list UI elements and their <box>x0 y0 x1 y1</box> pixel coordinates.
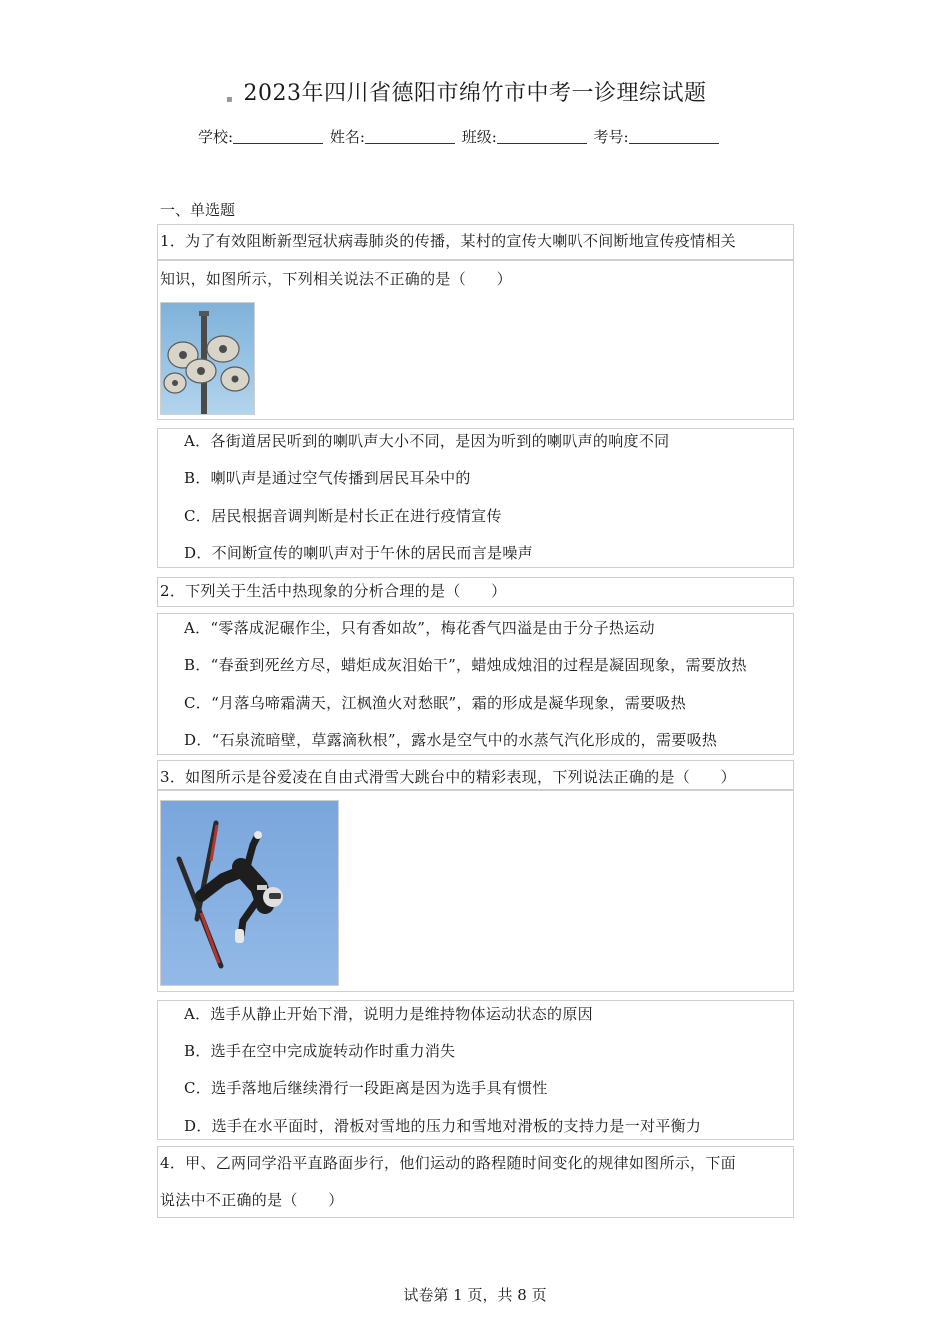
question-2-option-c[interactable]: C．“月落乌啼霜满天，江枫渔火对愁眠”，霜的形成是凝华现象，需要吸热 <box>184 694 687 712</box>
page-title: 2023年四川省德阳市绵竹市中考一诊理综试题 <box>243 81 707 106</box>
question-3-option-d[interactable]: D．选手在水平面时，滑板对雪地的压力和雪地对滑板的支持力是一对平衡力 <box>184 1117 702 1135</box>
question-1-line-1: 1．为了有效阻断新型冠状病毒肺炎的传播，某村的宣传大喇叭不间断地宣传疫情相关 <box>160 232 736 250</box>
question-3-line-1: 3．如图所示是谷爱凌在自由式滑雪大跳台中的精彩表现，下列说法正确的是（ ） <box>160 768 736 786</box>
question-2-line-1: 2．下列关于生活中热现象的分析合理的是（ ） <box>160 582 507 600</box>
exam-number-blank[interactable] <box>629 129 719 144</box>
name-label: 姓名: <box>329 128 365 146</box>
school-blank[interactable] <box>233 129 323 144</box>
name-blank[interactable] <box>365 129 455 144</box>
question-3-option-c[interactable]: C．选手落地后继续滑行一段距离是因为选手具有惯性 <box>184 1079 548 1097</box>
question-2-option-d[interactable]: D．“石泉流暗壁，草露滴秋根”，露水是空气中的水蒸气汽化形成的，需要吸热 <box>184 731 718 749</box>
question-4-line-1: 4．甲、乙两同学沿平直路面步行，他们运动的路程随时间变化的规律如图所示，下面 <box>160 1154 736 1172</box>
class-blank[interactable] <box>497 129 587 144</box>
class-label: 班级: <box>461 128 497 146</box>
school-label: 学校: <box>198 128 234 146</box>
question-2-option-a[interactable]: A．“零落成泥碾作尘，只有香如故”，梅花香气四溢是由于分子热运动 <box>184 619 655 637</box>
question-1-option-b[interactable]: B．喇叭声是通过空气传播到居民耳朵中的 <box>184 469 471 487</box>
page-footer: 试卷第 1 页，共 8 页 <box>403 1286 547 1304</box>
exam-number-label: 考号: <box>593 128 629 146</box>
margin-mark: ▪ <box>226 94 233 105</box>
question-1-option-a[interactable]: A．各街道居民听到的喇叭声大小不同，是因为听到的喇叭声的响度不同 <box>184 432 670 450</box>
question-3-option-b[interactable]: B．选手在空中完成旋转动作时重力消失 <box>184 1042 456 1060</box>
question-1-option-c[interactable]: C．居民根据音调判断是村长正在进行疫情宣传 <box>184 507 502 525</box>
question-1-option-d[interactable]: D．不间断宣传的喇叭声对于午休的居民而言是噪声 <box>184 544 533 562</box>
question-2-option-b[interactable]: B．“春蚕到死丝方尽，蜡炬成灰泪始干”，蜡烛成烛泪的过程是凝固现象，需要放热 <box>184 656 747 674</box>
student-info-row <box>198 126 721 147</box>
section-heading: 一、单选题 <box>160 201 236 219</box>
question-4-line-2: 说法中不正确的是（ ） <box>160 1191 344 1209</box>
skier-icon <box>161 801 338 985</box>
loudspeaker-image <box>160 302 255 415</box>
question-1-line-2: 知识，如图所示，下列相关说法不正确的是（ ） <box>160 270 512 288</box>
question-3-option-a[interactable]: A．选手从静止开始下滑，说明力是维持物体运动状态的原因 <box>184 1005 593 1023</box>
loudspeaker-icon <box>161 303 254 414</box>
skier-image <box>160 800 339 986</box>
